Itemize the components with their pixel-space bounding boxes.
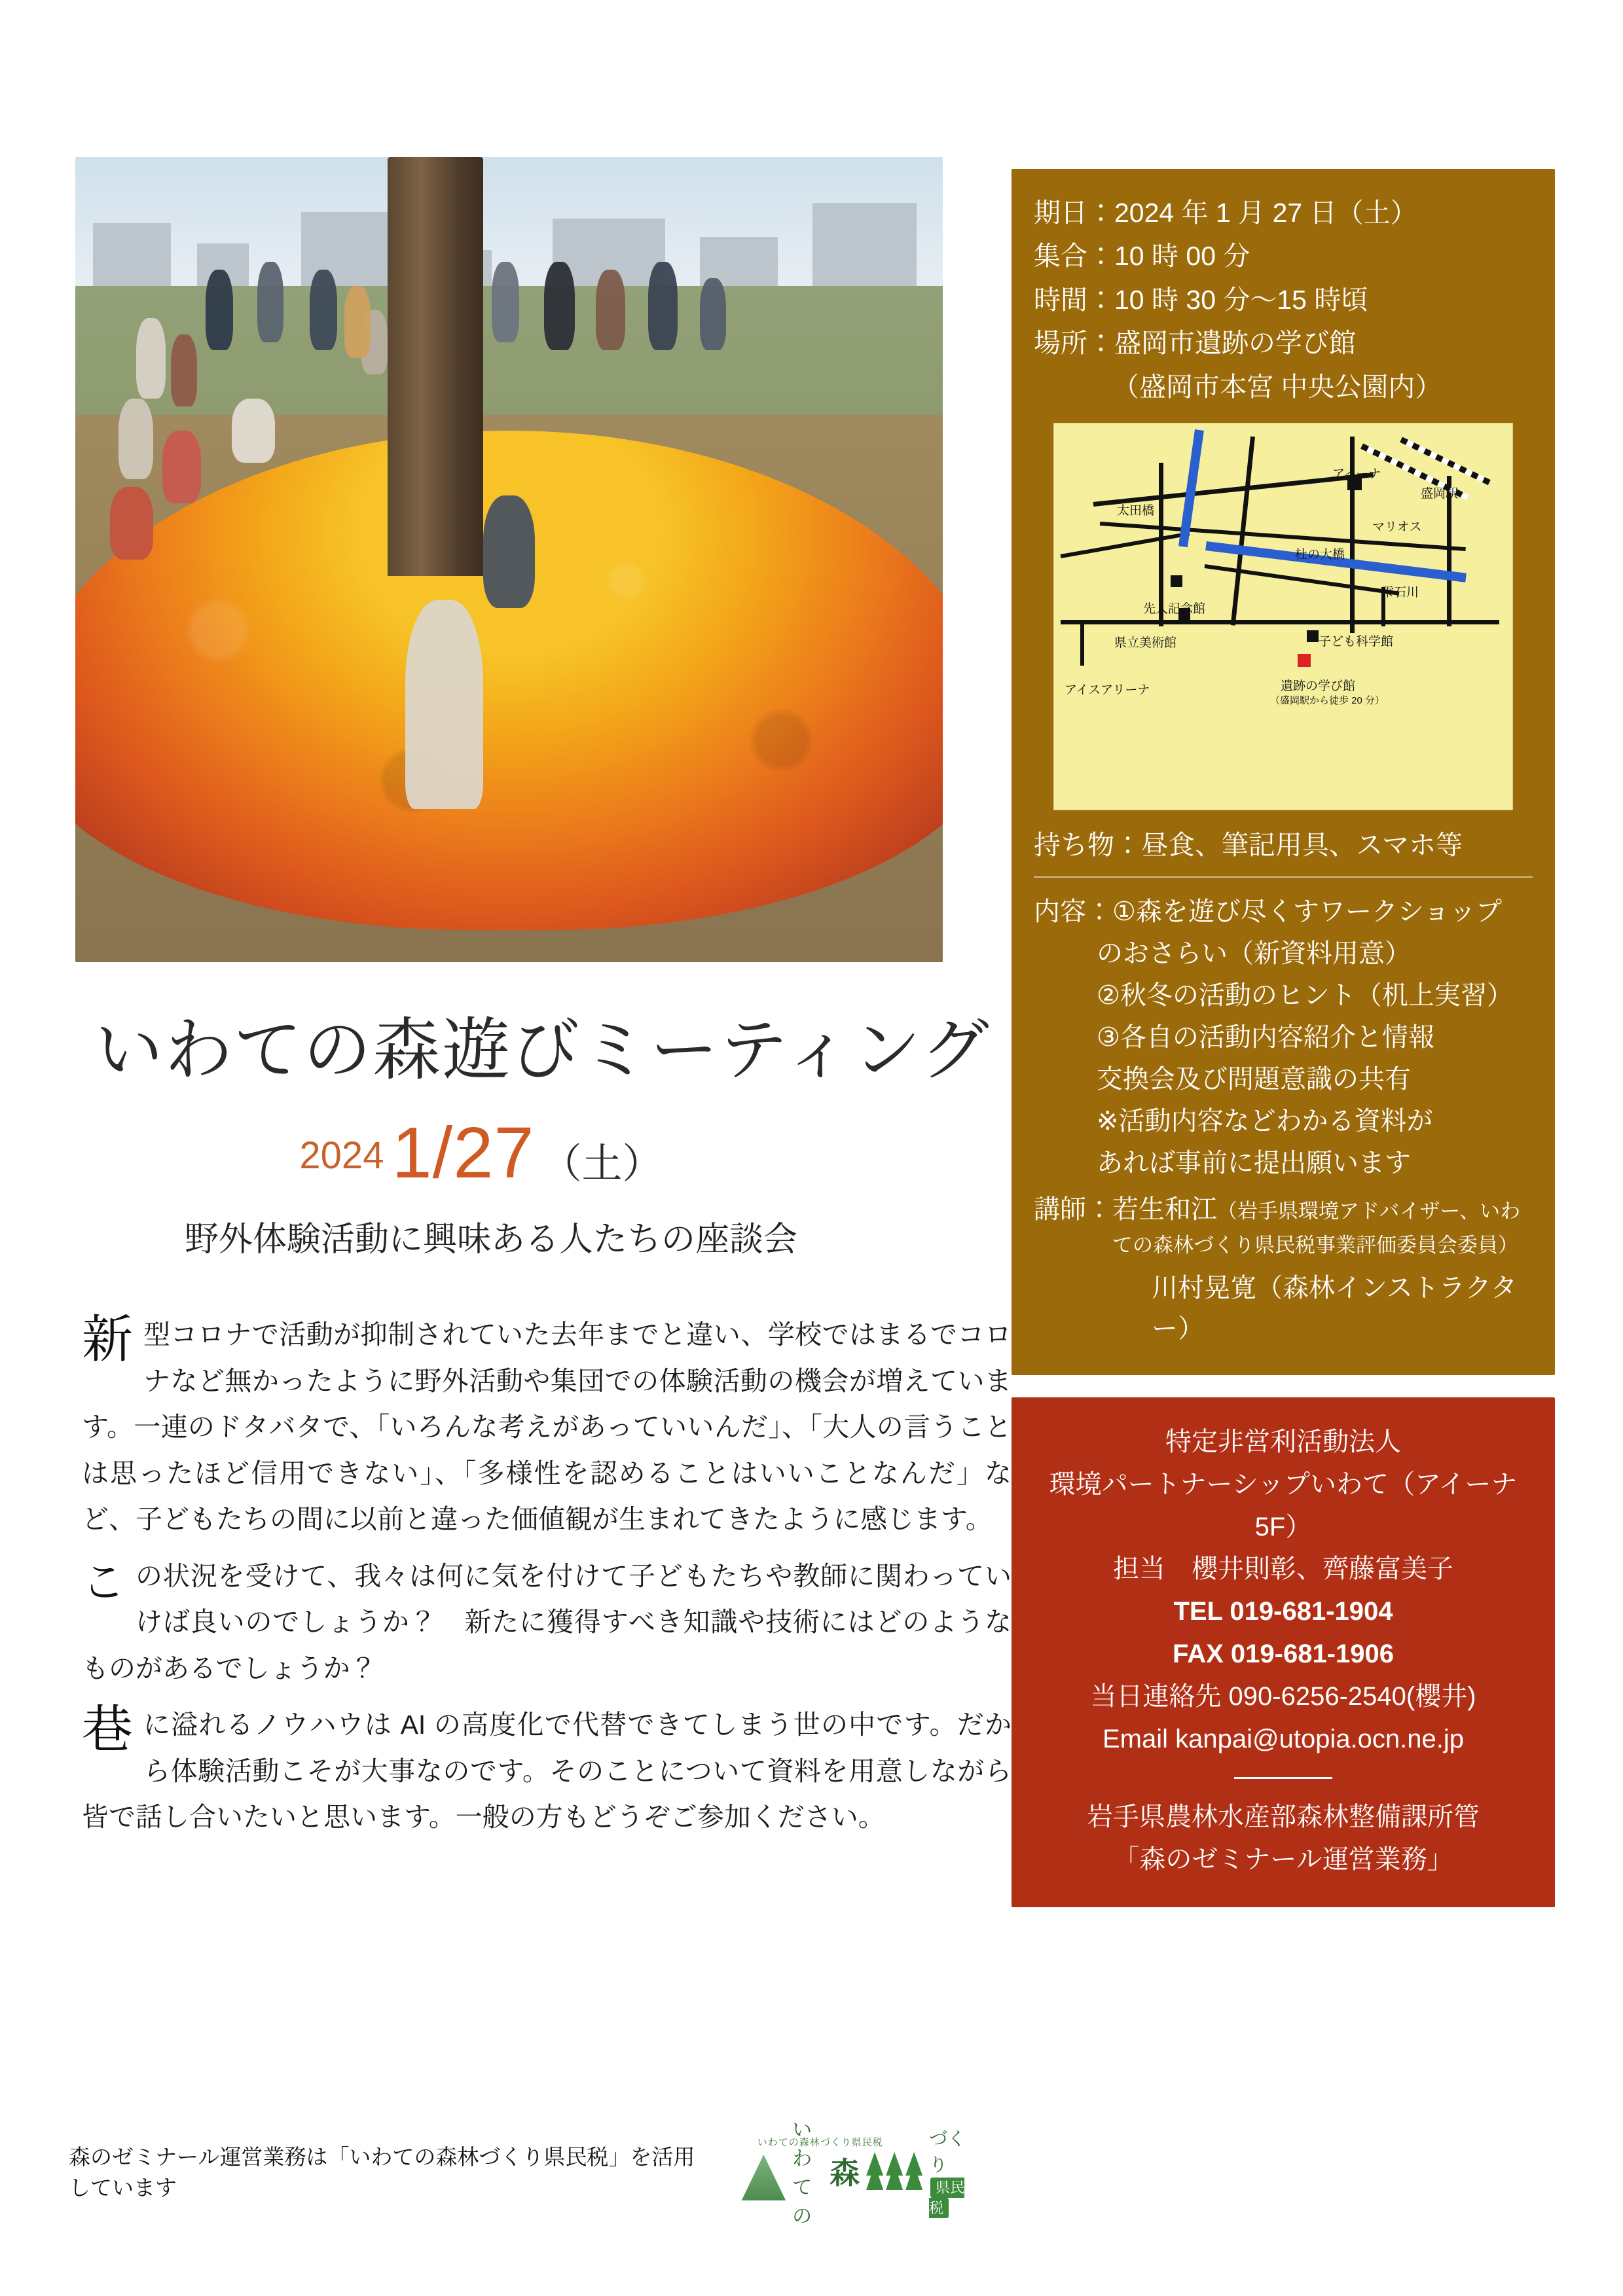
map-label: 子ども科学館: [1319, 635, 1394, 649]
event-day-of-week: （土）: [541, 1141, 663, 1187]
contact-fax: FAX 019-681-1906: [1172, 1640, 1394, 1669]
bring-items: 持ち物：昼食、筆記用具、スマホ等: [1034, 830, 1463, 861]
photo-person: [119, 399, 153, 479]
paragraph-3-text: に溢れるノウハウは AI の高度化で代替できてしまう世の中です。だから体験活動こそが大事なのです。そのことについて資料を用意しながら皆で話し合いたいと思います。一般の方もどうぞご参加ください。: [82, 1710, 1012, 1833]
left-column: [69, 157, 1012, 1851]
content-line-6: ※活動内容などわかる資料が: [1097, 1107, 1433, 1136]
contact-email[interactable]: Email kanpai@utopia.ocn.ne.jp: [1102, 1724, 1465, 1753]
map-label: 太田橋: [1117, 504, 1155, 518]
photo-person: [483, 495, 536, 608]
photo-person: [136, 318, 166, 399]
lecturer-2: 川村晃寛（森林インストラクター）: [1152, 1274, 1517, 1344]
paragraph-1: [82, 1312, 1012, 1543]
map-label: アイスアリーナ: [1065, 683, 1150, 698]
photo-person: [310, 270, 337, 350]
paragraph-3: [82, 1702, 1012, 1840]
content-line-2: のおさらい（新資料用意）: [1097, 939, 1411, 969]
map-label: マリオス: [1372, 520, 1422, 535]
contact-staff: 担当 櫻井則彰、齊藤富美子: [1113, 1554, 1453, 1584]
paragraph-1-text: 型コロナで活動が抑制されていた去年までと違い、学校ではまるでコロナなど無かったように野外活動や集団での体験活動の機会が増えています。一連のドタバタで、「いろんな考えがあっていいんだ」、「大人の言うことは思ったほど信用できない」、「多様性を認めることはいいことなんだ」など、子どもたちの間に以前と違った価値観が生まれてきたように感じます。: [82, 1319, 1012, 1535]
lecturer-label: 講師：: [1034, 1195, 1112, 1225]
map-destination-marker: [1298, 654, 1311, 667]
photo-person: [206, 270, 233, 350]
admin-dept: 岩手県農林水産部森林整備課所管: [1087, 1803, 1480, 1832]
contact-mobile[interactable]: 当日連絡先 090-6256-2540(櫻井): [1090, 1681, 1476, 1711]
admin-project: 「森のゼミナール運営業務」: [1113, 1845, 1453, 1874]
photo-person: [544, 262, 575, 350]
contact-org-name: 環境パートナーシップいわて（アイーナ 5F）: [1049, 1469, 1518, 1541]
logo-kenmin: 県民税: [929, 2178, 964, 2218]
info-line-place-detail: （盛岡市本宮 中央公園内）: [1112, 371, 1442, 402]
photo-person: [162, 431, 202, 503]
photo-person: [648, 262, 678, 350]
map-label: 県立美術館: [1114, 636, 1177, 651]
paragraph-2-text: の状況を受けて、我々は何に気を付けて子どもたちや教師に関わっていけば良いのでしょうか？ 新たに獲得すべき知識や技術にはどのようなものがあるでしょうか？: [82, 1560, 1012, 1683]
page-subtitle: 野外体験活動に興味ある人たちの座談会: [184, 1221, 797, 1259]
photo-person: [110, 487, 153, 560]
map-label: 杜の大橋: [1295, 548, 1345, 562]
photo-person: [232, 399, 275, 463]
lecturer-1-note2: ての森林づくり県民税事業評価委員会委員）: [1112, 1234, 1518, 1257]
logo-iwa: いわ: [792, 2119, 812, 2170]
map-label: 遺跡の学び館: [1281, 679, 1356, 694]
kenmin-tax-logo: [742, 2119, 972, 2227]
logo-mori: 森: [830, 2156, 860, 2190]
photo-person: [257, 262, 283, 342]
content-line-5: 交換会及び問題意識の共有: [1097, 1065, 1411, 1094]
info-line-place: 場所：盛岡市遺跡の学び館: [1034, 328, 1356, 359]
map-label: アイーナ: [1332, 467, 1381, 482]
content-line-7: あれば事前に提出願います: [1097, 1149, 1411, 1178]
lecturer-1-note: （岩手県環境アドバイザー、いわ: [1217, 1200, 1521, 1223]
event-year: 2024: [299, 1134, 384, 1177]
map-label: 先人記念館: [1143, 602, 1206, 617]
location-map: [1053, 423, 1513, 810]
divider: [1234, 1777, 1332, 1779]
dropcap-1: 新: [82, 1310, 134, 1369]
content-line-4: ③各自の活動内容紹介と情報: [1097, 1023, 1434, 1052]
photo-tree-trunk: [388, 157, 483, 576]
footer: [69, 2119, 972, 2227]
event-info-panel: [1012, 169, 1555, 1375]
logo-tagline: いわての森林づくり県民税: [757, 2137, 883, 2148]
photo-person: [700, 278, 726, 351]
trees-icon: [866, 2152, 922, 2190]
info-line-time: 時間：10 時 30 分〜15 時頃: [1034, 284, 1368, 315]
photo-person: [596, 270, 625, 350]
right-column: [1012, 169, 1555, 1907]
divider: [1034, 876, 1533, 878]
hero-photo: [75, 157, 943, 962]
photo-person: [171, 334, 197, 407]
page-title: いわての森遊びミーティング: [95, 1010, 991, 1090]
lecturer-block: [1034, 1189, 1533, 1349]
logo-teno: ての: [792, 2177, 812, 2227]
paragraph-2: [82, 1553, 1012, 1692]
event-date-big: 1/27: [392, 1113, 535, 1193]
dropcap-2: こ: [82, 1556, 125, 1607]
body-text: [82, 1312, 1012, 1840]
info-line-date: 期日：2024 年 1 月 27 日（土）: [1034, 198, 1417, 228]
map-label: 雫石川: [1381, 586, 1419, 600]
footer-note: 森のゼミナール運営業務は「いわての森林づくり県民税」を活用しています: [69, 2145, 695, 2200]
content-line-1: 内容：①森を遊び尽くすワークショップ: [1034, 897, 1503, 927]
mountain-icon: [742, 2155, 786, 2200]
info-line-meetup: 集合：10 時 00 分: [1034, 241, 1250, 272]
event-date: [69, 1111, 998, 1194]
content-line-3: ②秋冬の活動のヒント（机上実習）: [1097, 981, 1513, 1011]
map-label: （盛岡駅から徒歩 20 分）: [1270, 695, 1385, 707]
logo-zukuri: づくり: [929, 2128, 966, 2175]
photo-person: [405, 600, 483, 810]
contact-panel: [1012, 1397, 1555, 1907]
map-label: 盛岡駅: [1421, 487, 1459, 501]
photo-person: [344, 286, 371, 359]
dropcap-3: 巷: [82, 1700, 134, 1760]
contact-org-type: 特定非営利活動法人: [1165, 1427, 1401, 1457]
contact-tel[interactable]: TEL 019-681-1904: [1173, 1597, 1393, 1626]
photo-person: [492, 262, 519, 342]
lecturer-1-name: 若生和江: [1112, 1195, 1217, 1225]
